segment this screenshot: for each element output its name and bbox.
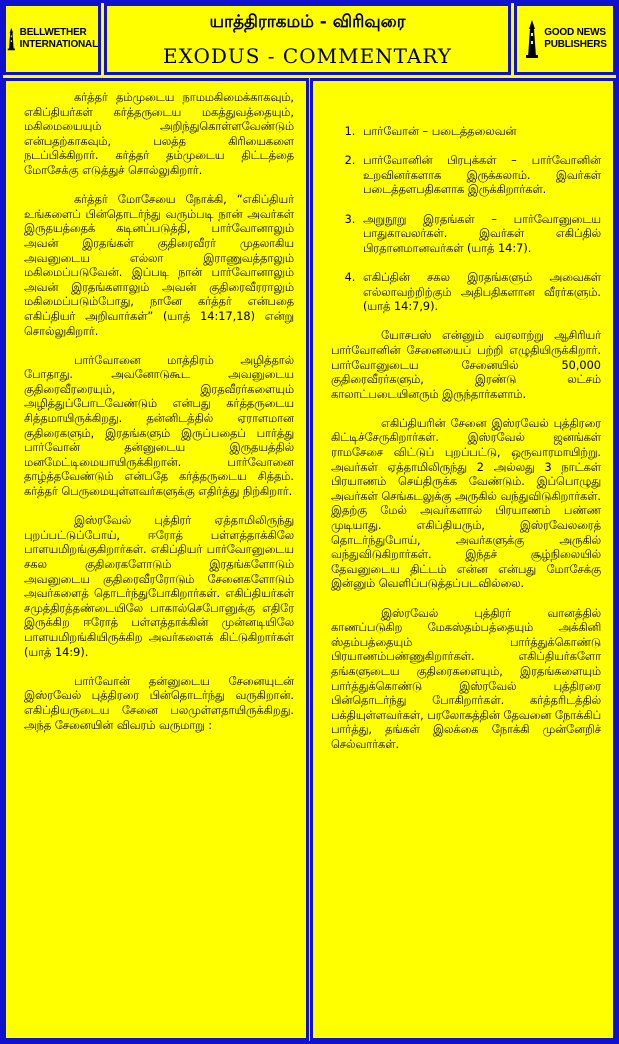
- paragraph: கர்த்தர் மோசேயை நோக்கி, “எகிப்தியர் உங்களைப் பின்தொடர்ந்து வரும்படி நான் அவர்கள் இருதயத்தைக் கடினப்படுத்தி, பார்வோனாலும் அவன் இரதங்கள் குதிரைவீரர் முதலாகிய அவனுடைய எல்லா இராணுவத்தாலும் மகிமைப்படுவேன். இப்படி நான் பார்வோனாலும் அவன் இரதங்களாலும் அவன் குதிரைவீரராலும் மகிமைப்படும்போது, நானே கர்த்தர் என்பதை எகிப்தியர் அறிவார்கள்” (யாத் 14:17,18) என்று சொல்லுகிறார்.: [24, 193, 294, 338]
- page-title-tamil: யாத்திராகமம் - விரிவுரை: [209, 12, 406, 32]
- list-item: 3. அறுநூறு இரதங்கள் – பார்வோனுடைய பாதுகாவலர்கள். இவர்கள் எகிப்தில் பிரதானமானவர்கள் (யாத் 14:7).: [359, 213, 601, 257]
- logo-right-line1: GOOD NEWS: [544, 27, 606, 38]
- left-column: [3, 78, 309, 1041]
- right-column-text: [331, 125, 601, 1032]
- left-column-text: [24, 91, 294, 1032]
- paragraph: இஸ்ரவேல் புத்திரர் ஏத்தாமிலிருந்து புறப்பட்டுப்போய், ஈரோத் பள்ளத்தாக்கிலே பாளயமிறங்குகிறார்கள். எகிப்தியர் பார்வோனுடைய சகல குதிரைகளோடும் இரதங்களோடும் அவனுடைய குதிரைவீரரோடும் சேனைகளோடும் அவர்களைத் தொடர்ந்துபோகிறார்கள். எகிப்தியர்கள் சமுத்திரத்தண்டையிலே பாகால்செபோனுக்கு எதிரே இருக்கிற ஈரோத் பள்ளத்தாக்கின் முன்னடியிலே பாளயமிறங்கியிருக்கிற அவர்களைக் கிட்டுகிறார்கள் (யாத் 14:9).: [24, 514, 294, 659]
- title-box: [104, 3, 511, 75]
- publisher-logo-right: [514, 3, 616, 75]
- page-title-english: EXODUS - COMMENTARY: [162, 44, 453, 68]
- list-item: 1. பார்வோன் – படைத்தலைவன்: [359, 125, 601, 140]
- paragraph: பார்வோன் தன்னுடைய சேனையுடன் இஸ்ரவேல் புத்திரரை பின்தொடர்ந்து வருகிறான். எகிப்தியருடைய சேனை பலமுள்ளதாயிருக்கிறது. அந்த சேனையின் விவரம் வருமாறு :: [24, 674, 294, 732]
- paragraph: இஸ்ரவேல் புத்திரர் வானத்தில் காணப்படுகிற மேகஸ்தம்பத்தையும் அக்கினி ஸ்தம்பத்தையும் பார்த்துக்கொண்டு பிரயாணம்பண்ணுகிறார்கள். எகிப்தியர்களோ தங்களுடைய குதிரைகளையும், இரதங்களையும் பார்த்துக்கொண்டு இஸ்ரவேல் புத்திரரை பின்தொடர்ந்து போகிறார்கள். கர்த்தரிடத்தில் பக்தியுள்ளவர்கள், பரலோகத்தின் தேவனை நோக்கிப் பார்த்து, தங்கள் இலக்கை நோக்கி முன்னேறிச் செல்வார்கள்.: [331, 606, 601, 751]
- army-list: [331, 125, 601, 315]
- paragraph: பார்வோனை மாத்திரம் அழித்தால் போதாது. அவனோடுகூட அவனுடைய குதிரைவீரரையும், இரதவீரர்களையும் அழித்துப்போடவேண்டும் என்பது கர்த்தருடைய சித்தமாயிருக்கிறது. தன்னிடத்தில் ஏராளமான குதிரைகளும், இரதங்களும் இருப்பதைப் பார்த்து பார்வோன் தன்னுடைய இருதயத்தில் மனமேட்டிமையாயிருக்கிறான். பார்வோனை தாழ்த்தவேண்டும் என்பதே கர்த்தருடைய சித்தம். கர்த்தர் பெருமையுள்ளவர்களுக்கு எதிர்த்து நிற்கிறார்.: [24, 353, 294, 499]
- page-header: [0, 0, 619, 78]
- logo-right-line2: PUBLISHERS: [544, 39, 607, 50]
- paragraph: யோசபஸ் என்னும் வரலாற்று ஆசிரியர் பார்வோனின் சேனையைப் பற்றி எழுதியிருக்கிறார். பார்வோனுடைய சேனையில் 50,000 குதிரைவீரர்களும், இரண்டு லட்சம் காலாட்படையினரும் இருந்தார்களாம்.: [331, 329, 601, 401]
- logo-left-line1: BELLWETHER: [19, 27, 87, 38]
- logo-left-line2: INTERNATIONAL: [19, 39, 98, 50]
- paragraph: எகிப்தியரின் சேனை இஸ்ரவேல் புத்திரரை கிட்டிச்சேருகிறார்கள். இஸ்ரவேல் ஜனங்கள் ராமசேசை விட்டுப் புறப்பட்டு, ஒருவாரமாயிற்று. அவர்கள் ஏத்தாமிலிருந்து 2 அல்லது 3 நாட்கள் பிரயாணம் செய்திருக்க வேண்டும். இப்பொழுது அவர்கள் செங்கடலுக்கு அருகில் வந்துவிடுகிறார்கள். இதற்கு மேல் அவர்களால் பிரயாணம் பண்ண முடியாது. எகிப்தியரும், இஸ்ரவேலரைத் தொடர்ந்துபோய், அவர்களுக்கு அருகில் வந்துவிடுகிறார்கள். இந்தச் சூழ்நிலையில் தேவனுடைய திட்டம் என்ன என்பது மோசேக்கு இன்னும் வெளிப்படுத்தப்படவில்லை.: [331, 416, 601, 591]
- tower-icon: [6, 19, 17, 59]
- tower-icon: [523, 19, 541, 59]
- right-column: [310, 78, 616, 1041]
- paragraph: கர்த்தர் தம்முடைய நாமமகிமைக்காகவும், எகிப்தியர்கள் கர்த்தருடைய மகத்துவத்தையும், மகிமையையும் அறிந்துகொள்ளவேண்டும் என்பதற்காகவும், பலத்த கிரியைகளை நடப்பிக்கிறார். கர்த்தர் தம்முடைய திட்டத்தை மோசேக்கு எடுத்துச் சொல்லுகிறார்.: [24, 91, 294, 177]
- list-item: 2. பார்வோனின் பிரபுக்கள் – பார்வோனின் உறவினர்களாக இருக்கலாம். இவர்கள் படைத்தளபதிகளாக இருக்கிறார்கள்.: [359, 154, 601, 198]
- list-item: 4. எகிப்தின் சகல இரதங்களும் அவைகள் எல்லாவற்றிற்கும் அதிபதிகளான வீரர்களும். (யாத் 14:7,9).: [359, 271, 601, 315]
- publisher-logo-left: [3, 3, 101, 75]
